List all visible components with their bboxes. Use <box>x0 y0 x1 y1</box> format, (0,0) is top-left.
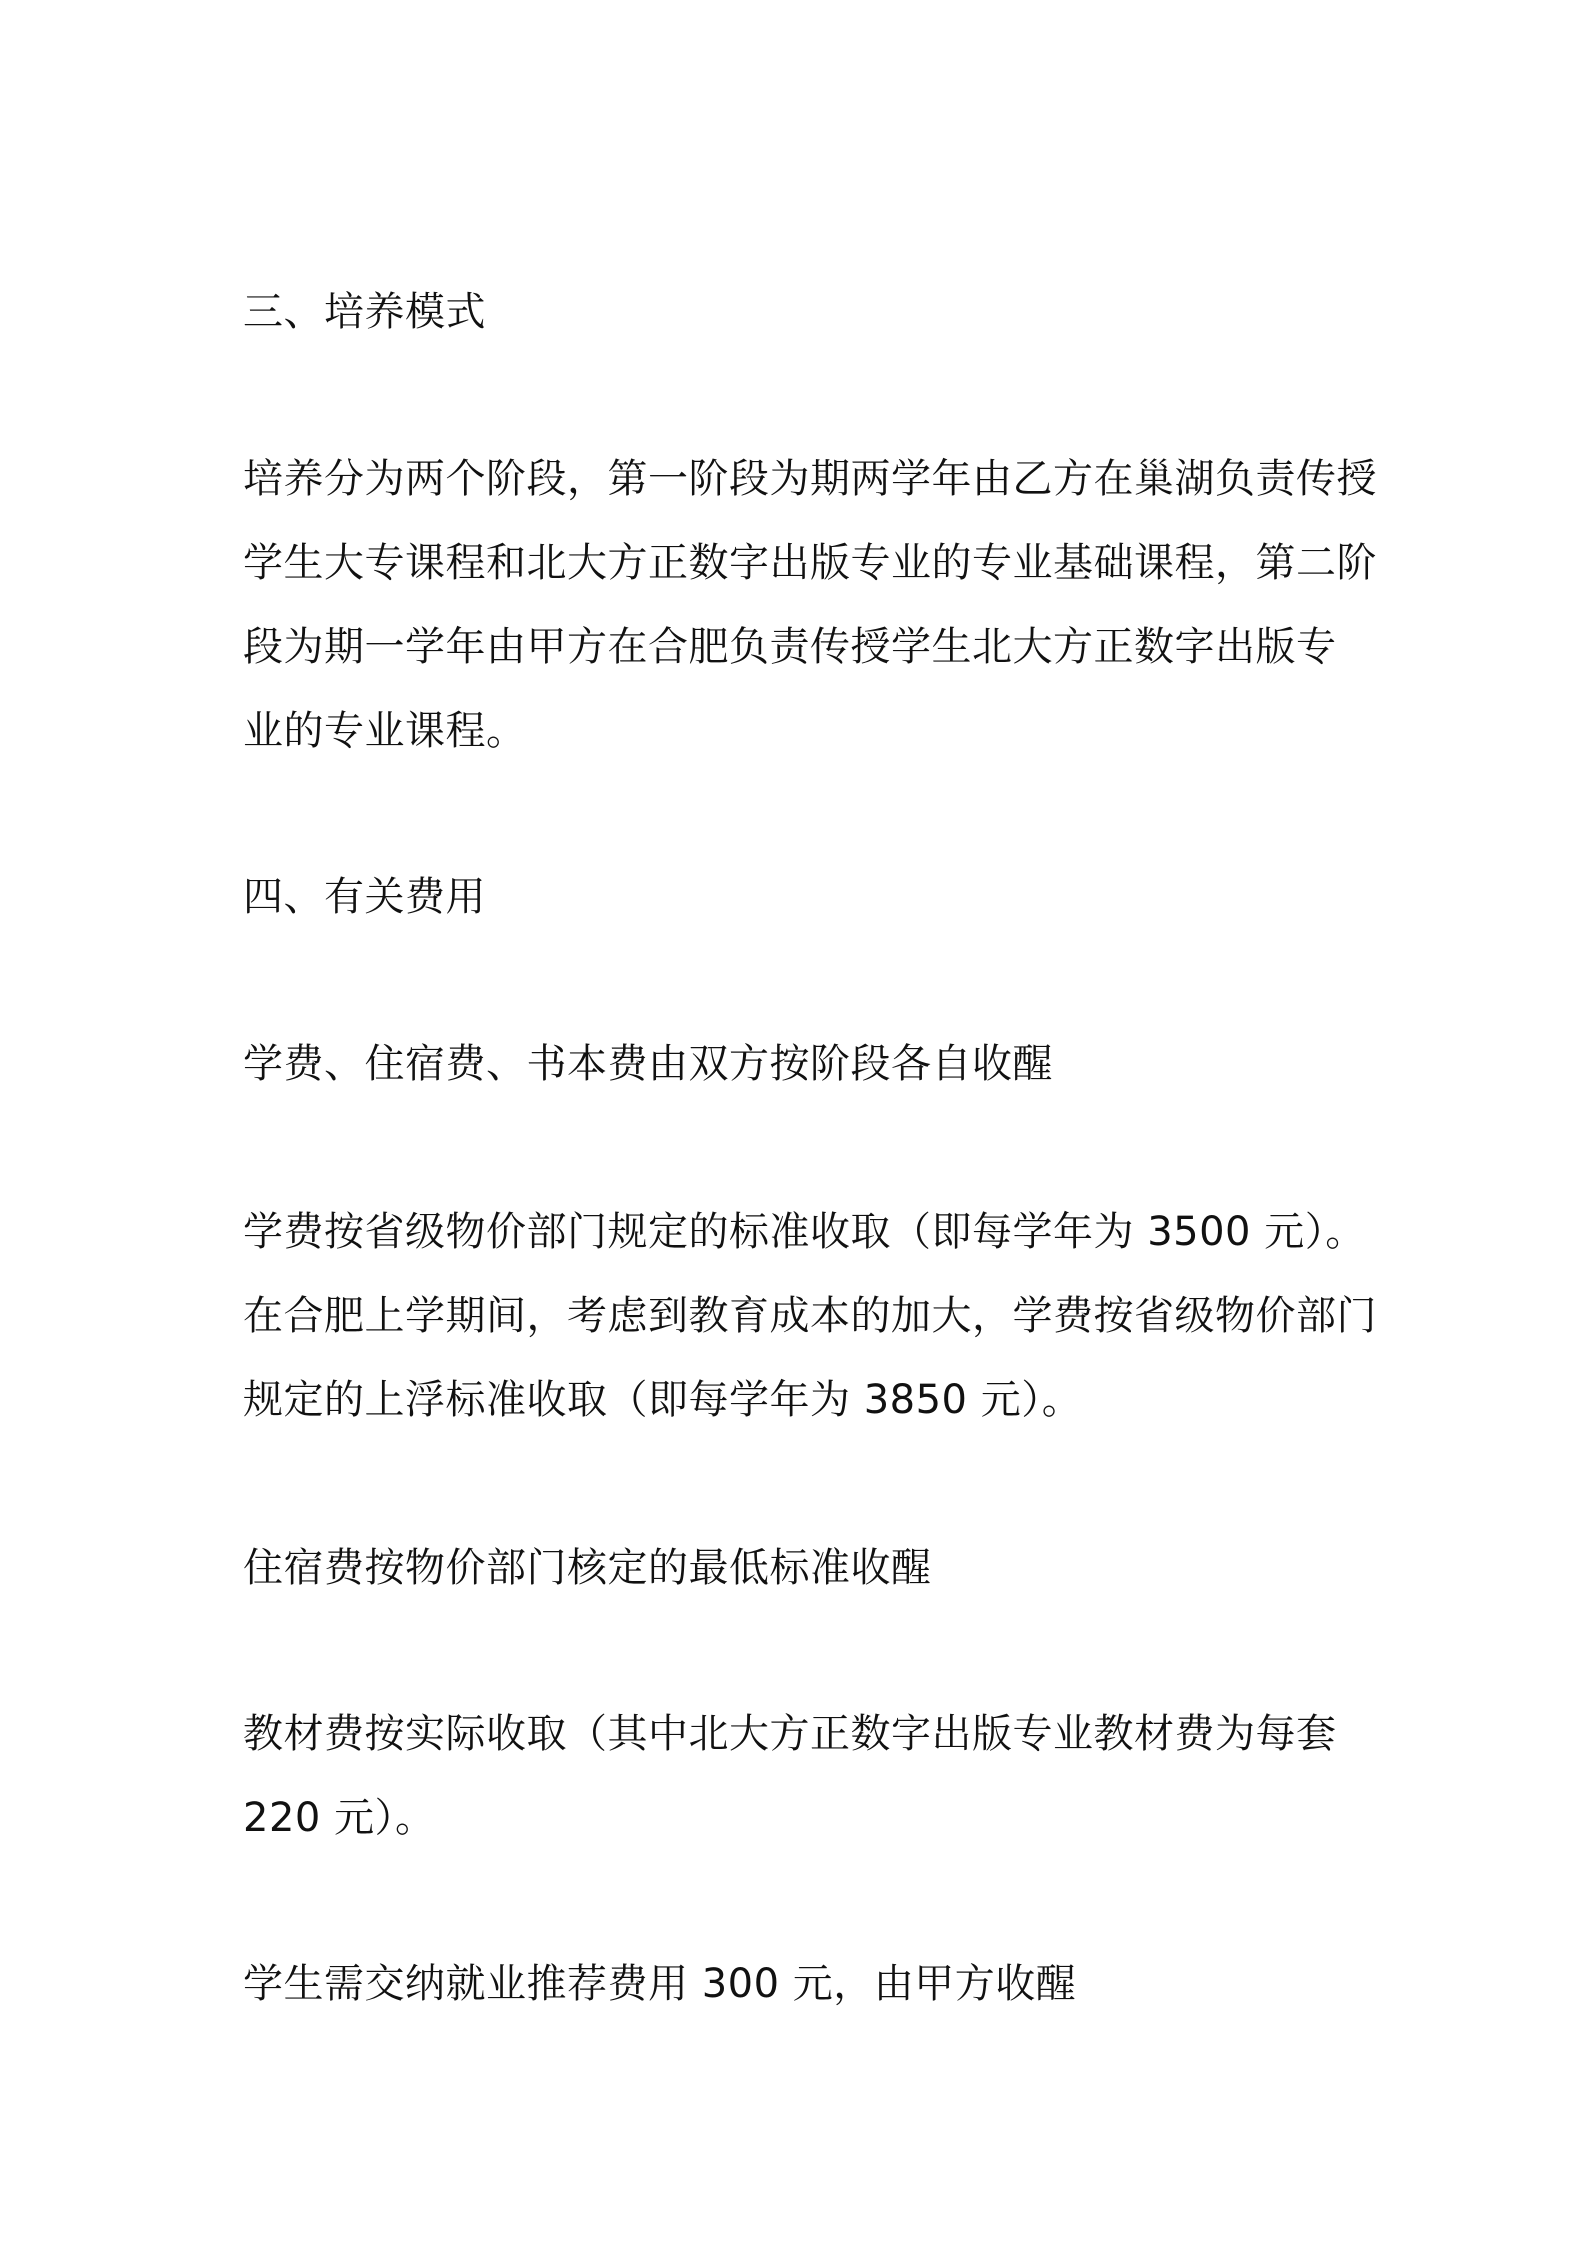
paragraph-line: 学生需交纳就业推荐费用 300 元，由甲方收醒 <box>243 1961 1077 2007</box>
paragraph-dorm-fee <box>243 1526 1363 1610</box>
paragraph-line: 学生大专课程和北大方正数字出版专业的专业基础课程，第二阶 <box>243 540 1377 586</box>
section-heading-fees <box>243 855 1363 939</box>
paragraph-textbook-fee <box>243 1692 1363 1860</box>
paragraph-line: 段为期一学年由甲方在合肥负责传授学生北大方正数字出版专 <box>243 624 1337 670</box>
paragraph-fees-intro <box>243 1022 1363 1106</box>
heading-text: 四、有关费用 <box>243 874 486 920</box>
paragraph-line: 住宿费按物价部门核定的最低标准收醒 <box>243 1545 932 1591</box>
paragraph-line: 业的专业课程。 <box>243 708 527 754</box>
paragraph-line: 规定的上浮标准收取（即每学年为 3850 元）。 <box>243 1377 1083 1423</box>
heading-text: 三、培养模式 <box>243 289 486 335</box>
paragraph-line: 培养分为两个阶段，第一阶段为期两学年由乙方在巢湖负责传授 <box>243 456 1377 502</box>
paragraph-tuition <box>243 1190 1377 1442</box>
paragraph-line: 学费、住宿费、书本费由双方按阶段各自收醒 <box>243 1041 1053 1087</box>
paragraph-line: 教材费按实际收取（其中北大方正数字出版专业教材费为每套 <box>243 1711 1337 1757</box>
section-heading-training-mode <box>243 270 1363 354</box>
paragraph-line: 在合肥上学期间，考虑到教育成本的加大，学费按省级物价部门 <box>243 1293 1377 1339</box>
paragraph-employment-fee <box>243 1942 1363 2026</box>
paragraph-line: 220 元）。 <box>243 1795 436 1841</box>
paragraph-training-stages <box>243 437 1377 773</box>
paragraph-line: 学费按省级物价部门规定的标准收取（即每学年为 3500 元）。 <box>243 1209 1366 1255</box>
